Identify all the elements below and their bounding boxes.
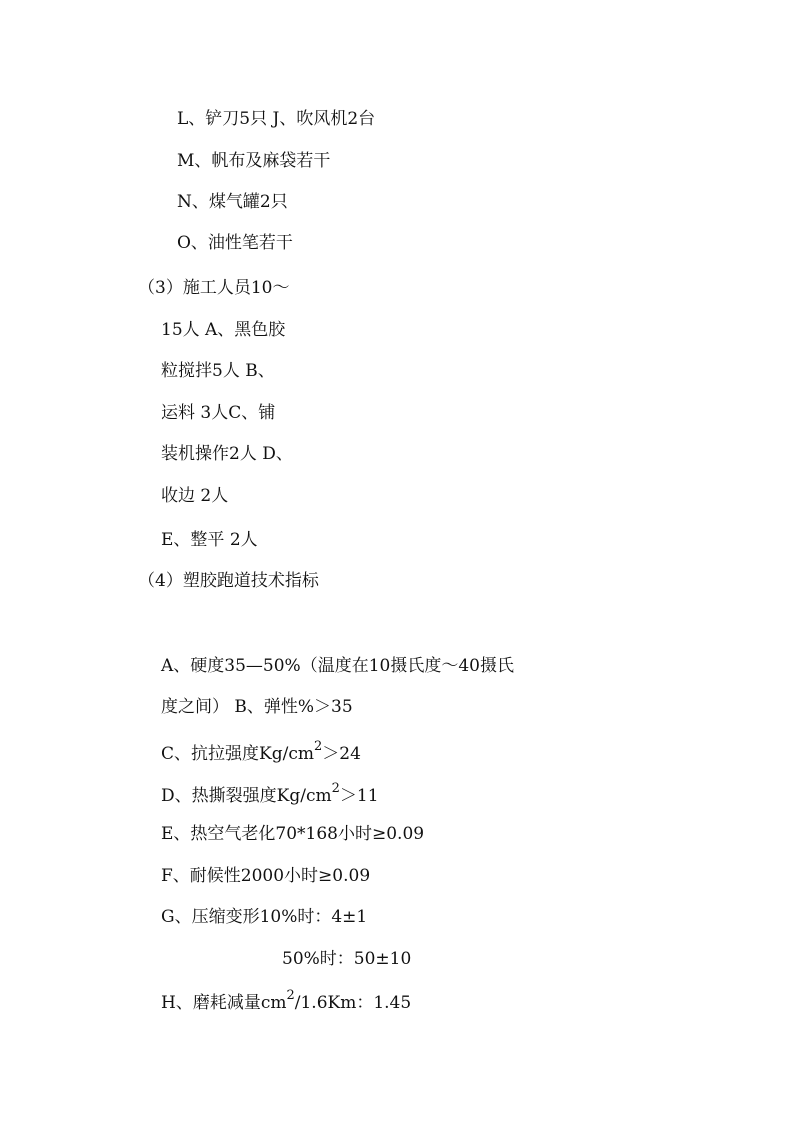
spec-tear-strength-value: ＞11 [339, 786, 379, 806]
section-4-heading: （4）塑胶跑道技术指标 [138, 571, 319, 591]
staff-line-6: E、整平 2人 [161, 530, 258, 550]
spec-abrasion [161, 988, 412, 1015]
spec-tensile-strength-sup: 2 [313, 739, 323, 754]
spec-compression-10: G、压缩变形10%时：4±1 [161, 907, 368, 927]
equipment-item-m: M、帆布及麻袋若干 [177, 151, 331, 171]
spec-tensile-strength-text: C、抗拉强度Kg/cm [161, 744, 314, 764]
spec-compression-50: 50%时：50±10 [282, 949, 412, 969]
spec-hardness: A、硬度35—50%（温度在10摄氏度～40摄氏 [161, 656, 514, 676]
equipment-item-l-j: L、铲刀5只 J、吹风机2台 [177, 109, 376, 129]
spec-tear-strength [161, 781, 379, 808]
section-3-heading: （3）施工人员10～ [138, 278, 290, 298]
spec-heat-aging: E、热空气老化70*168小时≥0.09 [161, 824, 425, 844]
spec-abrasion-sup: 2 [286, 988, 295, 1003]
spec-abrasion-text: H、磨耗减量cm [161, 993, 287, 1013]
staff-line-2: 粒搅拌5人 B、 [161, 361, 275, 381]
spec-tear-strength-sup: 2 [331, 781, 340, 796]
staff-line-5: 收边 2人 [161, 486, 229, 506]
equipment-item-o: O、油性笔若干 [177, 233, 293, 253]
spec-tensile-strength [161, 739, 361, 766]
equipment-item-n: N、煤气罐2只 [177, 192, 288, 212]
spec-tensile-strength-value: ＞24 [322, 744, 361, 764]
staff-line-3: 运料 3人C、铺 [161, 403, 276, 423]
spec-weathering: F、耐候性2000小时≥0.09 [161, 866, 371, 886]
spec-tear-strength-text: D、热撕裂强度Kg/cm [161, 786, 332, 806]
spec-abrasion-value: /1.6Km：1.45 [294, 993, 412, 1013]
spec-elasticity: 度之间） B、弹性%＞35 [161, 697, 353, 717]
staff-line-1: 15人 A、黑色胶 [161, 320, 286, 340]
staff-line-4: 装机操作2人 D、 [161, 444, 293, 464]
